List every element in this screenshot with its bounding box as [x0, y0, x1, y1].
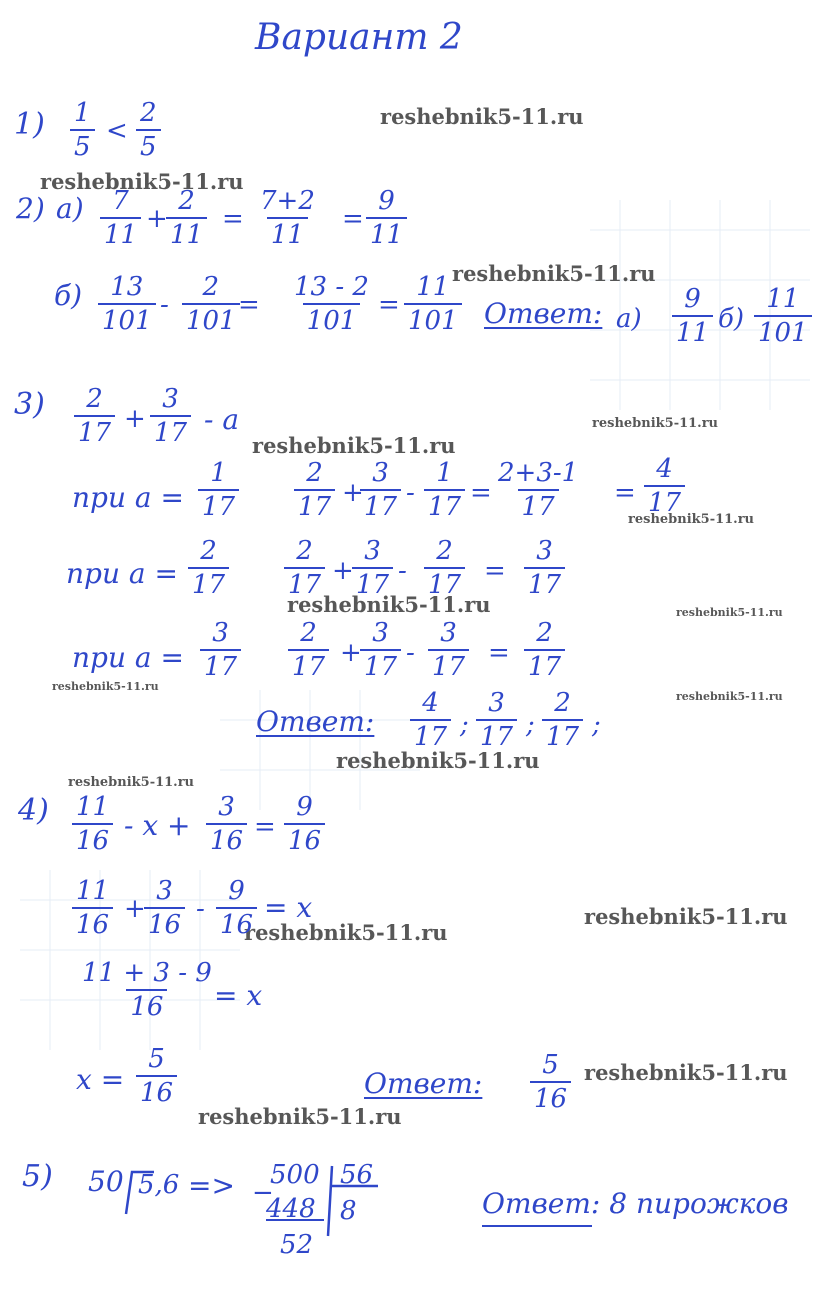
division-dividend: 50 — [88, 1165, 124, 1198]
long-division-minus: − — [252, 1178, 274, 1208]
separator: ; — [526, 710, 535, 740]
answer-word: Ответ: — [484, 297, 603, 330]
expression-tail: = x — [214, 979, 263, 1012]
watermark: reshebnik5-11.ru — [336, 748, 540, 773]
task-2-label: 2) — [16, 192, 45, 225]
watermark: reshebnik5-11.ru — [676, 690, 783, 703]
fraction: $\frac{3}{17}$ — [476, 690, 517, 750]
operator: + — [124, 404, 146, 434]
equals: = — [470, 478, 492, 508]
fraction: $\frac{2}{17}$ — [294, 460, 335, 520]
fraction: $\frac{11 + 3 - 9}{16}$ — [82, 958, 212, 1022]
fraction: $\frac{3}{17}$ — [360, 620, 401, 680]
part-a-label: а) — [56, 192, 84, 225]
fraction: $\frac{13 - 2}{101}$ — [294, 272, 369, 336]
watermark: reshebnik5-11.ru — [452, 261, 656, 286]
operator: - — [196, 894, 205, 924]
equals: = — [342, 204, 364, 234]
part-b-label: б) — [54, 279, 83, 312]
fraction: $\frac{3}{16}$ — [144, 878, 185, 938]
operator: + — [342, 478, 364, 508]
equals: = — [484, 556, 506, 586]
watermark: reshebnik5-11.ru — [40, 169, 244, 194]
fraction: $\frac{2}{101}$ — [182, 274, 240, 334]
equals: = — [488, 638, 510, 668]
fraction: $\frac{4}{17}$ — [644, 456, 685, 516]
fraction: $\frac{4}{17}$ — [410, 690, 451, 750]
condition-label: при a = — [72, 641, 184, 674]
fraction: $\frac{1}{17}$ — [424, 460, 465, 520]
operator: + — [146, 204, 168, 234]
fraction: $\frac{1}{5}$ — [70, 100, 95, 160]
operator: - — [406, 638, 415, 668]
fraction: $\frac{2}{17}$ — [288, 620, 329, 680]
fraction: $\frac{3}{17}$ — [200, 620, 241, 680]
fraction: $\frac{11}{101}$ — [754, 286, 812, 346]
watermark: reshebnik5-11.ru — [380, 104, 584, 129]
fraction: $\frac{11}{16}$ — [72, 878, 113, 938]
expression-middle: - x + — [124, 809, 191, 842]
fraction: $\frac{9}{11}$ — [366, 188, 407, 248]
fraction: $\frac{9}{16}$ — [216, 878, 257, 938]
page-title: Вариант 2 — [255, 17, 463, 58]
operator: - — [160, 290, 169, 320]
fraction: $\frac{3}{17}$ — [428, 620, 469, 680]
answer-b-label: б) — [718, 304, 745, 334]
separator: ; — [592, 710, 601, 740]
condition-label: при a = — [72, 481, 184, 514]
long-division-quotient: 8 — [340, 1196, 357, 1226]
fraction: $\frac{3}{17}$ — [352, 538, 393, 598]
fraction: $\frac{11}{16}$ — [72, 794, 113, 854]
compare-sign: < — [106, 116, 128, 146]
operator: + — [332, 556, 354, 586]
answer-a-label: а) — [616, 304, 642, 334]
task-4-label: 4) — [18, 793, 49, 828]
condition-label: при a = — [66, 557, 178, 590]
solution-lhs: x = — [76, 1063, 125, 1096]
expression-tail: = x — [264, 891, 313, 924]
watermark: reshebnik5-11.ru — [198, 1104, 402, 1129]
fraction: $\frac{1}{17}$ — [198, 460, 239, 520]
division-divisor: 5,6 — [138, 1170, 180, 1200]
operator: - — [398, 556, 407, 586]
watermark: reshebnik5-11.ru — [252, 433, 456, 458]
fraction: $\frac{2}{17}$ — [188, 538, 229, 598]
fraction: $\frac{11}{101}$ — [404, 274, 462, 334]
separator: ; — [460, 710, 469, 740]
task-5-label: 5) — [22, 1159, 53, 1194]
fraction: $\frac{2}{11}$ — [166, 188, 207, 248]
answer-word: Ответ: — [364, 1067, 483, 1100]
operator: - — [406, 478, 415, 508]
watermark: reshebnik5-11.ru — [52, 680, 159, 693]
fraction: $\frac{13}{101}$ — [98, 274, 156, 334]
watermark: reshebnik5-11.ru — [592, 416, 719, 431]
watermark: reshebnik5-11.ru — [584, 904, 788, 929]
answer-word: Ответ: — [256, 705, 375, 738]
task-3-label: 3) — [14, 387, 45, 422]
equals: = — [238, 290, 260, 320]
fraction: $\frac{3}{16}$ — [206, 794, 247, 854]
fraction: $\frac{2}{17}$ — [74, 386, 115, 446]
fraction: $\frac{2}{17}$ — [424, 538, 465, 598]
fraction: $\frac{5}{16}$ — [530, 1052, 571, 1112]
expression-tail: - a — [204, 403, 240, 436]
long-division-divisor: 56 — [340, 1160, 374, 1190]
watermark: reshebnik5-11.ru — [584, 1060, 788, 1085]
watermark: reshebnik5-11.ru — [244, 920, 448, 945]
task-1-label: 1) — [14, 107, 45, 142]
long-division-dividend: 500 — [270, 1160, 320, 1190]
watermark: reshebnik5-11.ru — [676, 606, 783, 619]
fraction: $\frac{2}{5}$ — [136, 100, 161, 160]
fraction: $\frac{7+2}{11}$ — [260, 186, 315, 250]
fraction: $\frac{2}{17}$ — [284, 538, 325, 598]
watermark: reshebnik5-11.ru — [68, 775, 195, 790]
equals: = — [222, 204, 244, 234]
long-division-subtrahend: 448 — [266, 1194, 316, 1224]
operator: + — [340, 638, 362, 668]
watermark: reshebnik5-11.ru — [628, 512, 755, 527]
fraction: $\frac{9}{16}$ — [284, 794, 325, 854]
answer-underline — [482, 1222, 602, 1230]
fraction: $\frac{5}{16}$ — [136, 1046, 177, 1106]
fraction: $\frac{7}{11}$ — [100, 188, 141, 248]
fraction: $\frac{3}{17}$ — [524, 538, 565, 598]
fraction: $\frac{2}{17}$ — [542, 690, 583, 750]
fraction: $\frac{9}{11}$ — [672, 286, 713, 346]
operator: + — [124, 894, 146, 924]
equals: = — [614, 478, 636, 508]
task-5-answer: Ответ: 8 пирожков — [482, 1187, 789, 1220]
long-division-remainder: 52 — [280, 1230, 314, 1260]
equals: = — [378, 290, 400, 320]
implies-arrow: => — [188, 1169, 235, 1202]
fraction: $\frac{2}{17}$ — [524, 620, 565, 680]
fraction: $\frac{3}{17}$ — [360, 460, 401, 520]
fraction: $\frac{2+3-1}{17}$ — [498, 458, 579, 522]
equals: = — [254, 812, 276, 842]
watermark: reshebnik5-11.ru — [287, 592, 491, 617]
fraction: $\frac{3}{17}$ — [150, 386, 191, 446]
